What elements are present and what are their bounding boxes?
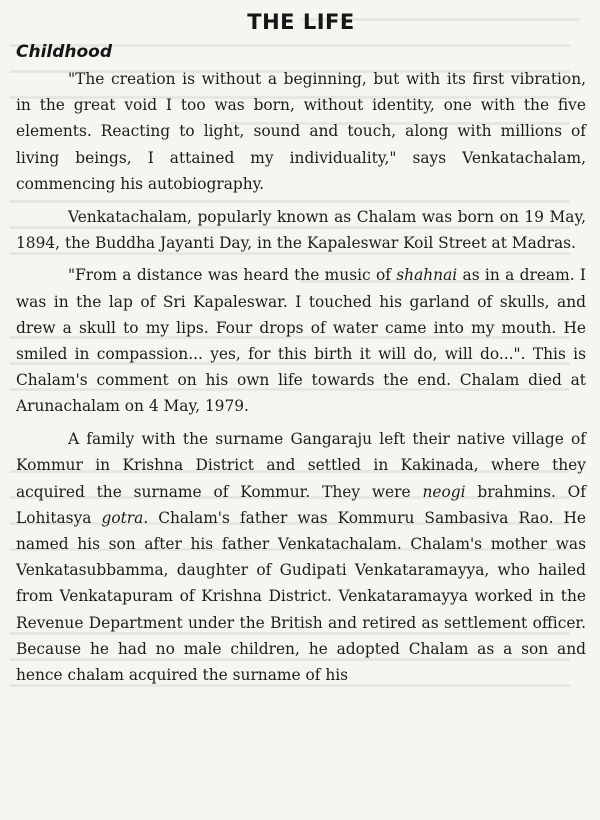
section-heading: Childhood	[16, 42, 113, 62]
paragraph-2: Venkatachalam, popularly known as Chalam was born on 19 May, 1894, the Buddha Jayanti Day, in the Kapaleswar Koil Street at Madras.	[16, 207, 586, 252]
paragraph-4	[16, 426, 586, 688]
paragraph-4-text-c: brahmins. Of Lohitasya	[16, 482, 586, 527]
paragraph-3-italic-shahnai: shahnai	[396, 266, 458, 285]
paragraph-1: "The creation is without a beginning, but with its first vibration, in the great void I too was born, without identity, one with the five elements. Reacting to light, sound and touch, along with millions of living beings, I attained my individuality," says Venkatachalam, commencing his autobiography.	[16, 70, 586, 193]
paragraph-3-text-c: as in a dream. I was in the lap of Sri Kapaleswar. I touched his garland of skulls, and drew a skull to my lips. Four drops of water came into my mouth. He smiled in compassion... yes, for this birth it will do, will do...". This is Chalam's comment on his own life towards the end. Chalam died at Arunachalam on 4 May, 1979.	[16, 266, 586, 416]
paragraph-4-italic-neogi: neogi	[422, 482, 466, 501]
page-content	[16, 6, 586, 695]
paragraph-4-italic-gotra: gotra.	[101, 508, 149, 527]
paragraph-3-text-a: "From a distance was heard the music of	[68, 266, 397, 285]
paragraph-4-text-e: Chalam's father was Kommuru Sambasiva Rao. He named his son after his father Venkatachalam. Chalam's mother was Venkatasubbamma, daughter of Gudipati Venkataramayya, who hailed from Venkatapuram of Krishna District. Venkataramayya worked in the Revenue Department under the British and retired as settlement officer. Because he had no male children, he adopted Chalam as a son and hence chalam acquired the surname of his	[16, 508, 587, 684]
paragraph-3	[16, 262, 586, 419]
paragraph-4-text-a: A family with the surname Gangaraju left their native village of Kommur in Krishna District and settled in Kakinada, where they acquired the surname of Kommur. They were	[16, 430, 586, 501]
page-title: THE LIFE	[247, 10, 355, 34]
